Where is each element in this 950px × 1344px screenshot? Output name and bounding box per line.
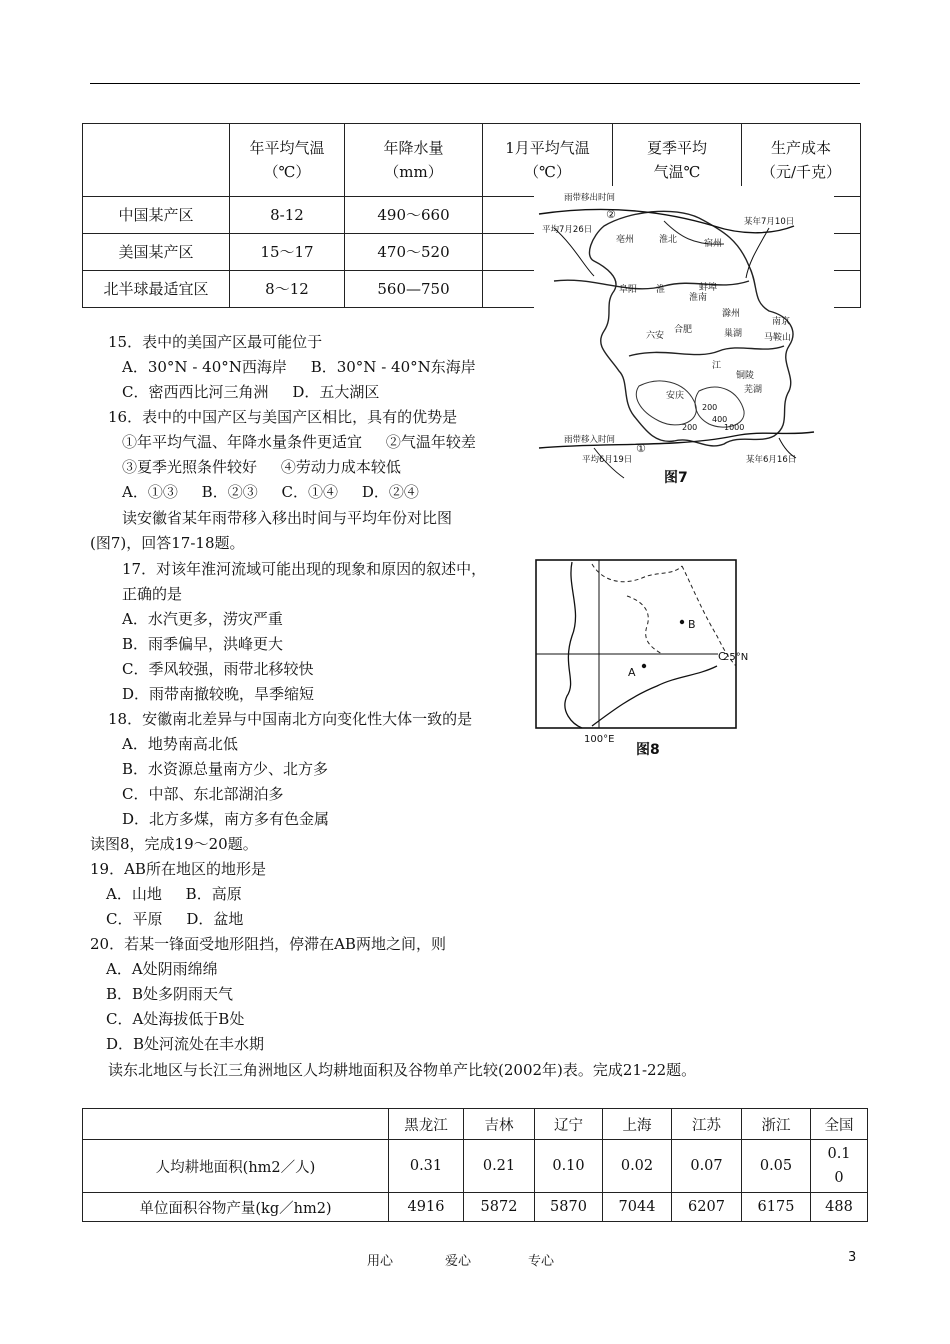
figure-caption: 图8: [636, 742, 660, 758]
header-cell: [83, 1109, 389, 1140]
avg-out-label: 平均7月26日: [542, 225, 593, 235]
table-cell: 0.21: [464, 1140, 535, 1193]
table-cell: 15～17: [230, 234, 345, 271]
contour-label: 400: [712, 415, 728, 424]
option-line: D．雨带南撤较晚，旱季缩短: [122, 685, 315, 703]
city-label: 六安: [646, 331, 665, 341]
city-label: 马鞍山: [764, 333, 792, 343]
question-18: 18．安徽南北差异与中国南北方向变化性大体一致的是: [108, 710, 473, 728]
year-out-label: 某年7月10日: [744, 217, 795, 227]
footer-text: 用心: [367, 1254, 394, 1269]
point-b-label: B: [688, 618, 696, 631]
question-17: 17．对该年淮河流域可能出现的现象和原因的叙述中，: [122, 560, 487, 578]
table-row: [83, 1193, 868, 1222]
city-label: 蚌埠: [699, 283, 718, 293]
question-19: 19．AB所在地区的地形是: [90, 860, 266, 878]
header-cell: [83, 124, 230, 197]
option-line: D．B处河流处在丰水期: [106, 1035, 265, 1053]
table-cell: 5872: [464, 1193, 535, 1222]
option-line: B．雨季偏早，洪峰更大: [122, 635, 284, 653]
mark-one: ①: [636, 442, 646, 455]
table-cell: 0.05: [742, 1140, 811, 1193]
intro-text: (图7)，回答17-18题。: [90, 534, 245, 552]
option-line: ③夏季光照条件较好 ④劳动力成本较低: [122, 458, 401, 476]
city-label: 滁州: [722, 309, 741, 319]
header-cell: 夏季平均 气温℃: [613, 124, 742, 197]
footer-text: 爱心: [445, 1254, 472, 1269]
city-label: 芜湖: [744, 385, 763, 395]
header-cell: 1月平均气温 （℃）: [483, 124, 613, 197]
table-cell: 中国某产区: [83, 197, 230, 234]
city-label: 江: [712, 361, 722, 371]
rain-in-label: 雨带移入时间: [564, 435, 616, 445]
option-line: A．①③ B．②③ C．①④ D．②④: [122, 483, 419, 501]
table-cell: 人均耕地面积(hm2／人): [83, 1140, 389, 1193]
table-cell: 488: [811, 1193, 868, 1222]
page-number: 3: [848, 1250, 857, 1265]
intro-text: 读东北地区与长江三角洲地区人均耕地面积及谷物单产比较(2002年)表。完成21-22题。: [108, 1061, 697, 1079]
option-line: A．水汽更多，涝灾严重: [122, 610, 283, 628]
header-rule: [90, 83, 860, 84]
city-label: 南京: [772, 317, 791, 327]
intro-text: 读安徽省某年雨带移入移出时间与平均年份对比图: [122, 509, 453, 527]
city-label: 淮北: [659, 235, 678, 245]
question-16: 16．表中的中国产区与美国产区相比，具有的优势是: [108, 408, 458, 426]
header-cell: 年降水量 （mm）: [345, 124, 483, 197]
figure-8-map: [532, 556, 749, 768]
contour-label: 200: [682, 423, 698, 432]
city-label: 亳州: [616, 235, 635, 245]
option-line: C．密西西比河三角洲 D．五大湖区: [122, 383, 380, 401]
option-line: C．季风较强，雨带北移较快: [122, 660, 314, 678]
table-cell: 0.1 0: [811, 1140, 868, 1193]
table-cell: 6207: [672, 1193, 742, 1222]
option-line: C．平原 D．盆地: [106, 910, 244, 928]
intro-text: 读图8，完成19～20题。: [90, 835, 258, 853]
footer-text: 专心: [528, 1254, 555, 1269]
header-cell: 浙江: [742, 1109, 811, 1140]
header-cell: 全国: [811, 1109, 868, 1140]
question-20: 20．若某一锋面受地形阻挡，停滞在AB两地之间，则: [90, 935, 446, 953]
figure-caption: 图7: [664, 470, 688, 486]
city-label: 宿州: [704, 239, 723, 249]
table-cell: 美国某产区: [83, 234, 230, 271]
table-cell: 8-12: [230, 197, 345, 234]
question-15: 15．表中的美国产区最可能位于: [108, 333, 323, 351]
header-cell: 辽宁: [535, 1109, 603, 1140]
option-line: B．B处多阴雨天气: [106, 985, 234, 1003]
header-cell: 吉林: [464, 1109, 535, 1140]
option-line: C．中部、东北部湖泊多: [122, 785, 284, 803]
figure-7-map: [534, 186, 834, 492]
contour-label: 200: [702, 403, 718, 412]
mark-two: ②: [606, 208, 616, 221]
option-line: A．A处阴雨绵绵: [106, 960, 218, 978]
city-label: 阜阳: [619, 285, 638, 295]
table-row: [83, 1140, 868, 1193]
city-label: 淮南: [689, 293, 708, 303]
point-c-label: C: [718, 650, 726, 663]
city-label: 合肥: [674, 325, 693, 335]
header-cell: 上海: [603, 1109, 672, 1140]
contour-label: 1000: [724, 423, 745, 432]
latitude-label: 25°N: [723, 652, 749, 663]
option-line: A．山地 B．高原: [106, 885, 242, 903]
option-line: A．30°N - 40°N西海岸 B．30°N - 40°N东海岸: [122, 358, 476, 376]
city-label: 巢湖: [724, 329, 743, 339]
year-in-label: 某年6月16日: [746, 455, 797, 465]
point-a-label: A: [628, 666, 636, 679]
city-label: 安庆: [666, 391, 685, 401]
rain-out-label: 雨带移出时间: [564, 193, 616, 203]
header-cell: 生产成本 （元/千克）: [742, 124, 861, 197]
table-cell: 8～12: [230, 271, 345, 308]
header-cell: 黑龙江: [389, 1109, 464, 1140]
option-line: C．A处海拔低于B处: [106, 1010, 245, 1028]
table-header-row: [83, 1109, 868, 1140]
header-cell: 江苏: [672, 1109, 742, 1140]
table-cell: 5870: [535, 1193, 603, 1222]
table-cell: 490～660: [345, 197, 483, 234]
avg-in-label: 平均6月19日: [582, 455, 633, 465]
table-cell: 单位面积谷物产量(kg／hm2): [83, 1193, 389, 1222]
table-cell: 6175: [742, 1193, 811, 1222]
table-cell: 0.31: [389, 1140, 464, 1193]
header-cell: 年平均气温 （℃）: [230, 124, 345, 197]
option-line: A．地势南高北低: [122, 735, 238, 753]
option-line: D．北方多煤，南方多有色金属: [122, 810, 330, 828]
table-cell: 7044: [603, 1193, 672, 1222]
question-17-cont: 正确的是: [122, 585, 183, 603]
option-line: ①年平均气温、年降水量条件更适宜 ②气温年较差: [122, 433, 476, 451]
city-label: 铜陵: [736, 371, 755, 381]
option-line: B．水资源总量南方少、北方多: [122, 760, 329, 778]
table-cell: 470～520: [345, 234, 483, 271]
table-cell: 0.10: [535, 1140, 603, 1193]
table-cell: 4916: [389, 1193, 464, 1222]
farmland-table: [82, 1108, 868, 1222]
longitude-label: 100°E: [584, 734, 615, 745]
table-cell: 0.07: [672, 1140, 742, 1193]
table-cell: 北半球最适宜区: [83, 271, 230, 308]
city-label: 淮: [656, 285, 666, 295]
table-cell: 560—750: [345, 271, 483, 308]
table-cell: 0.02: [603, 1140, 672, 1193]
